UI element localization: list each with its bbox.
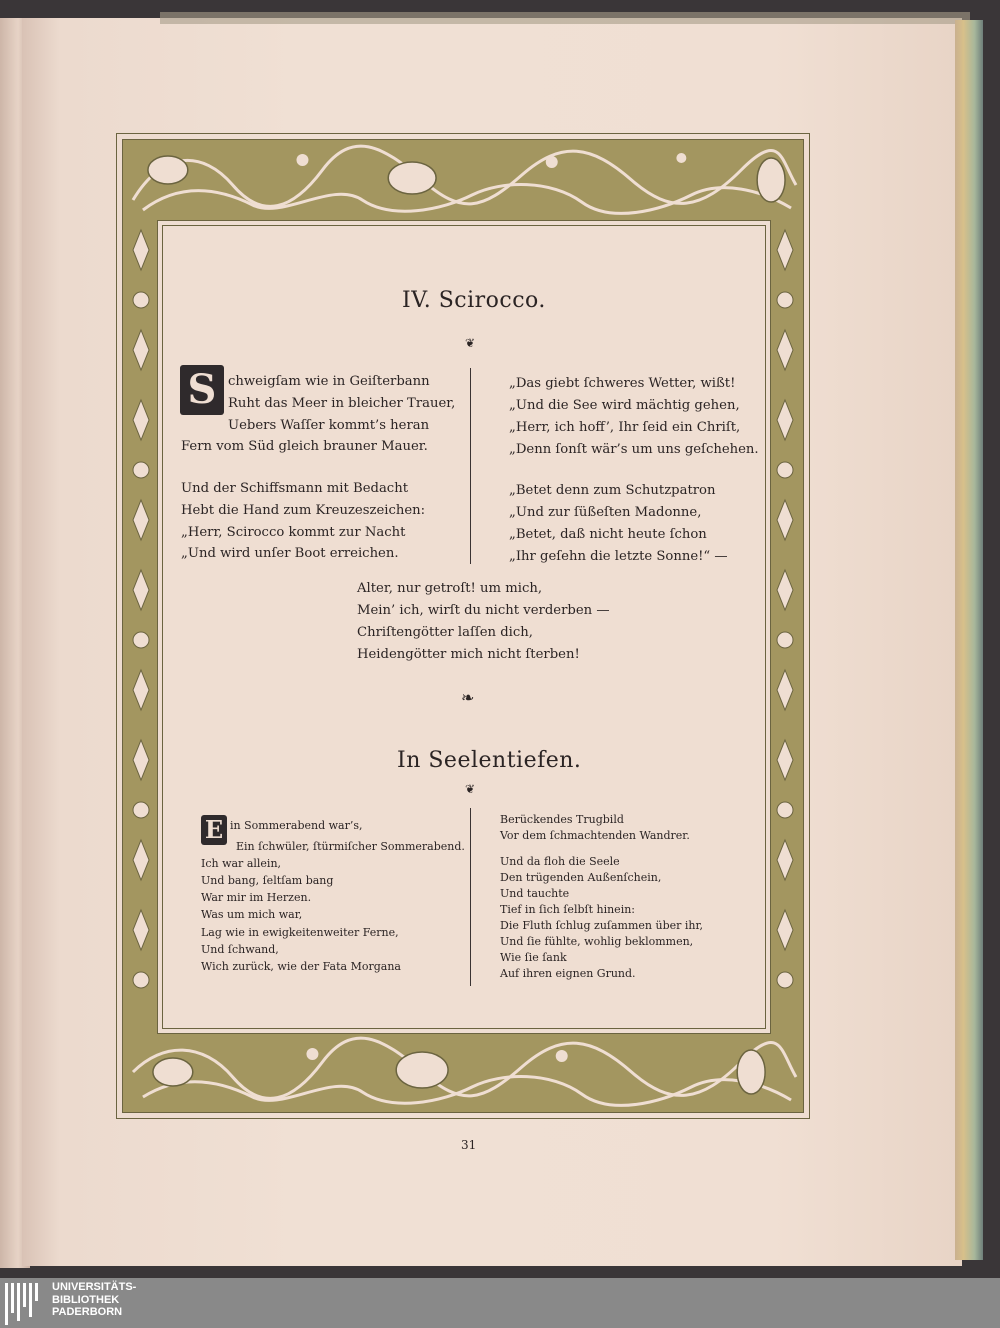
poem2-left-line8: Und ſchwand, — [201, 943, 279, 956]
poem2-left-line2: Ein ſchwüler, ſtürmiſcher Sommerabend. — [236, 840, 465, 853]
poem2-left-line6: Was um mich war, — [201, 908, 303, 921]
page-number: 31 — [461, 1138, 477, 1152]
poem2-right-line1: Berückendes Trugbild — [500, 813, 624, 826]
poem2-right-line8: Und ſie fühlte, wohlig beklommen, — [500, 935, 694, 948]
library-name — [52, 1281, 136, 1319]
poem2-right-line2: Vor dem ſchmachtenden Wandrer. — [500, 829, 690, 842]
poem2-left-line4: Und bang, ſeltſam bang — [201, 874, 334, 887]
library-logo-icon — [5, 1281, 45, 1325]
poem2-right-line10: Auf ihren eignen Grund. — [500, 967, 636, 980]
poem1-left-stanza2-line3: „Herr, Scirocco kommt zur Nacht — [181, 525, 406, 540]
poem1-right-stanza1-line3: „Herr, ich hoff’, Ihr ſeid ein Chriſt, — [509, 420, 741, 435]
left-ornament-column — [125, 220, 157, 1034]
binding-shadow — [160, 12, 970, 24]
poem1-closing-line3: Chriſtengötter laſſen dich, — [357, 625, 533, 640]
poem2-left-line5: War mir im Herzen. — [201, 891, 312, 904]
poem2-left-line1: in Sommerabend war’s, — [230, 819, 363, 832]
poem1-closing-line2: Mein’ ich, wirſt du nicht verderben — — [357, 603, 610, 618]
poem1-dropcap: S — [180, 365, 224, 415]
poem1-left-stanza1-line2: Ruht das Meer in bleicher Trauer, — [228, 396, 456, 411]
poem2-dropcap: E — [201, 815, 227, 845]
library-name-line2: BIBLIOTHEK — [52, 1293, 120, 1306]
poem1-closing-line1: Alter, nur getroſt! um mich, — [357, 581, 543, 596]
poem2-left-line3: Ich war allein, — [201, 857, 282, 870]
section-fleuron: ❧ — [461, 688, 475, 707]
poem2-right-line4: Den trügenden Außenſchein, — [500, 871, 662, 884]
poem1-right-stanza2-line4: „Ihr geſehn die letzte Sonne!“ — — [509, 549, 728, 564]
page-edge — [955, 20, 983, 1260]
poem1-right-stanza1-line4: „Denn ſonſt wär’s um uns geſchehen. — [509, 442, 759, 457]
poem2-right-line3: Und da floh die Seele — [500, 855, 620, 868]
poem2-left-line7: Lag wie in ewigkeitenweiter Ferne, — [201, 926, 399, 939]
poem1-left-stanza1-line3: Uebers Waſſer kommt’s heran — [228, 418, 430, 433]
poem2-right-line7: Die Fluth ſchlug zuſammen über ihr, — [500, 919, 704, 932]
column-divider — [470, 368, 471, 564]
poem2-right-line5: Und tauchte — [500, 887, 570, 900]
poem1-left-stanza1-line1: chweigſam wie in Geiſterbann — [228, 374, 430, 389]
poem2-left-line9: Wich zurück, wie der Fata Morgana — [201, 960, 401, 973]
fleuron-ornament-2: ❦ — [465, 782, 476, 796]
poem1-closing-line4: Heidengötter mich nicht ſterben! — [357, 647, 580, 662]
library-name-line3: PADERBORN — [52, 1306, 123, 1318]
library-name-line1: UNIVERSITÄTS- — [52, 1281, 137, 1293]
poem1-right-stanza2-line2: „Und zur ſüßeſten Madonne, — [509, 505, 702, 520]
poem2-right-line6: Tief in ſich ſelbſt hinein: — [500, 903, 635, 916]
poem1-right-stanza2-line1: „Betet denn zum Schutzpatron — [509, 483, 716, 498]
poem2-right-line9: Wie ſie ſank — [500, 951, 567, 964]
column-divider-2 — [470, 808, 471, 986]
right-ornament-column — [769, 220, 801, 1034]
poem1-right-stanza1-line1: „Das giebt ſchweres Wetter, wißt! — [509, 376, 736, 391]
poem1-left-stanza2-line2: Hebt die Hand zum Kreuzeszeichen: — [181, 503, 426, 518]
poem1-left-stanza2-line1: Und der Schiffsmann mit Bedacht — [181, 481, 408, 496]
top-ornament-band — [123, 140, 803, 220]
poem1-right-stanza2-line3: „Betet, daß nicht heute ſchon — [509, 527, 707, 542]
poem1-title: IV. Scirocco. — [402, 288, 546, 313]
poem1-left-stanza1-line4: Fern vom Süd gleich brauner Mauer. — [181, 439, 428, 454]
bottom-ornament-band — [123, 1032, 803, 1112]
library-footer — [0, 1278, 1000, 1328]
poem1-left-stanza2-line4: „Und wird unſer Boot erreichen. — [181, 546, 399, 561]
poem1-right-stanza1-line2: „Und die See wird mächtig gehen, — [509, 398, 740, 413]
poem2-title: In Seelentiefen. — [397, 748, 582, 773]
fleuron-ornament: ❦ — [465, 336, 476, 350]
